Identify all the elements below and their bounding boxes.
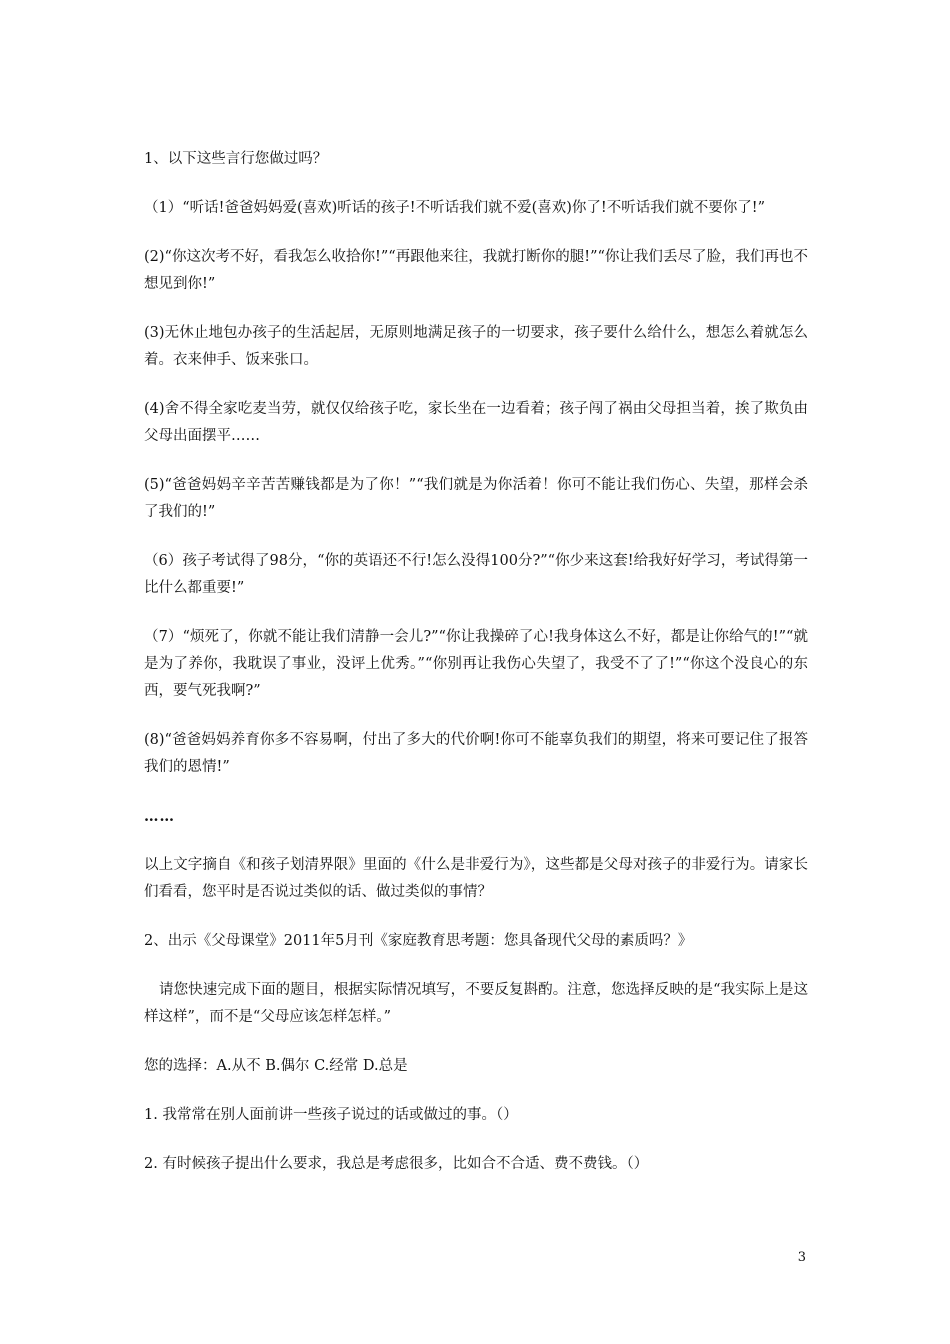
behavior-item-4: (4)舍不得全家吃麦当劳，就仅仅给孩子吃，家长坐在一边看着；孩子闯了祸由父母担当着，挨了欺负由父母出面摆平…… [144,401,808,444]
behavior-item-1: （1）“听话!爸爸妈妈爱(喜欢)听话的孩子!不听话我们就不爱(喜欢)你了!不听话我们就不要你了!” [144,200,765,216]
instructions: 请您快速完成下面的题目，根据实际情况填写，不要反复斟酌。注意，您选择反映的是“我实际上是这样这样”，而不是“父母应该怎样怎样。” [144,982,808,1025]
survey-question-1: 1. 我常常在别人面前讲一些孩子说过的话或做过的事。（） [144,1107,518,1123]
document-body [144,146,808,1200]
ellipsis: …… [144,808,175,825]
behavior-item-6: （6）孩子考试得了98分，“你的英语还不行!怎么没得100分?”“你少来这套!给我好好学习，考试得第一比什么都重要!” [144,553,808,596]
behavior-item-2: (2)“你这次考不好，看我怎么收拾你!”“再跟他来往，我就打断你的腿!”“你让我们丢尽了脸，我们再也不想见到你!” [144,249,808,292]
survey-question-2: 2. 有时候孩子提出什么要求，我总是考虑很多，比如合不合适、费不费钱。（） [144,1156,649,1172]
behavior-item-5: (5)“爸爸妈妈辛辛苦苦赚钱都是为了你！”“我们就是为你活着！你可不能让我们伤心、失望，那样会杀了我们的!” [144,477,808,520]
question-2-heading: 2、出示《父母课堂》2011年5月刊《家庭教育思考题：您具备现代父母的素质吗？》 [144,933,693,949]
source-note: 以上文字摘自《和孩子划清界限》里面的《什么是非爱行为》，这些都是父母对孩子的非爱行为。请家长们看看，您平时是否说过类似的话、做过类似的事情？ [144,857,808,900]
behavior-item-7: （7）“烦死了，你就不能让我们清静一会儿?”“你让我操碎了心!我身体这么不好，都是让你给气的!”“就是为了养你，我耽误了事业，没评上优秀。”“你别再让我伤心失望了，我受不了了!”“你这个没良心的东西，要气死我啊?” [144,629,808,699]
question-1-heading: 1、以下这些言行您做过吗？ [144,151,328,167]
page-number: 3 [797,1250,806,1265]
behavior-item-8: (8)“爸爸妈妈养育你多不容易啊，付出了多大的代价啊!你可不能辜负我们的期望，将来可要记住了报答我们的恩情!” [144,732,808,775]
answer-options: 您的选择：A.从不 B.偶尔 C.经常 D.总是 [144,1058,408,1074]
behavior-item-3: (3)无休止地包办孩子的生活起居，无原则地满足孩子的一切要求，孩子要什么给什么，想怎么着就怎么着。衣来伸手、饭来张口。 [144,325,808,368]
